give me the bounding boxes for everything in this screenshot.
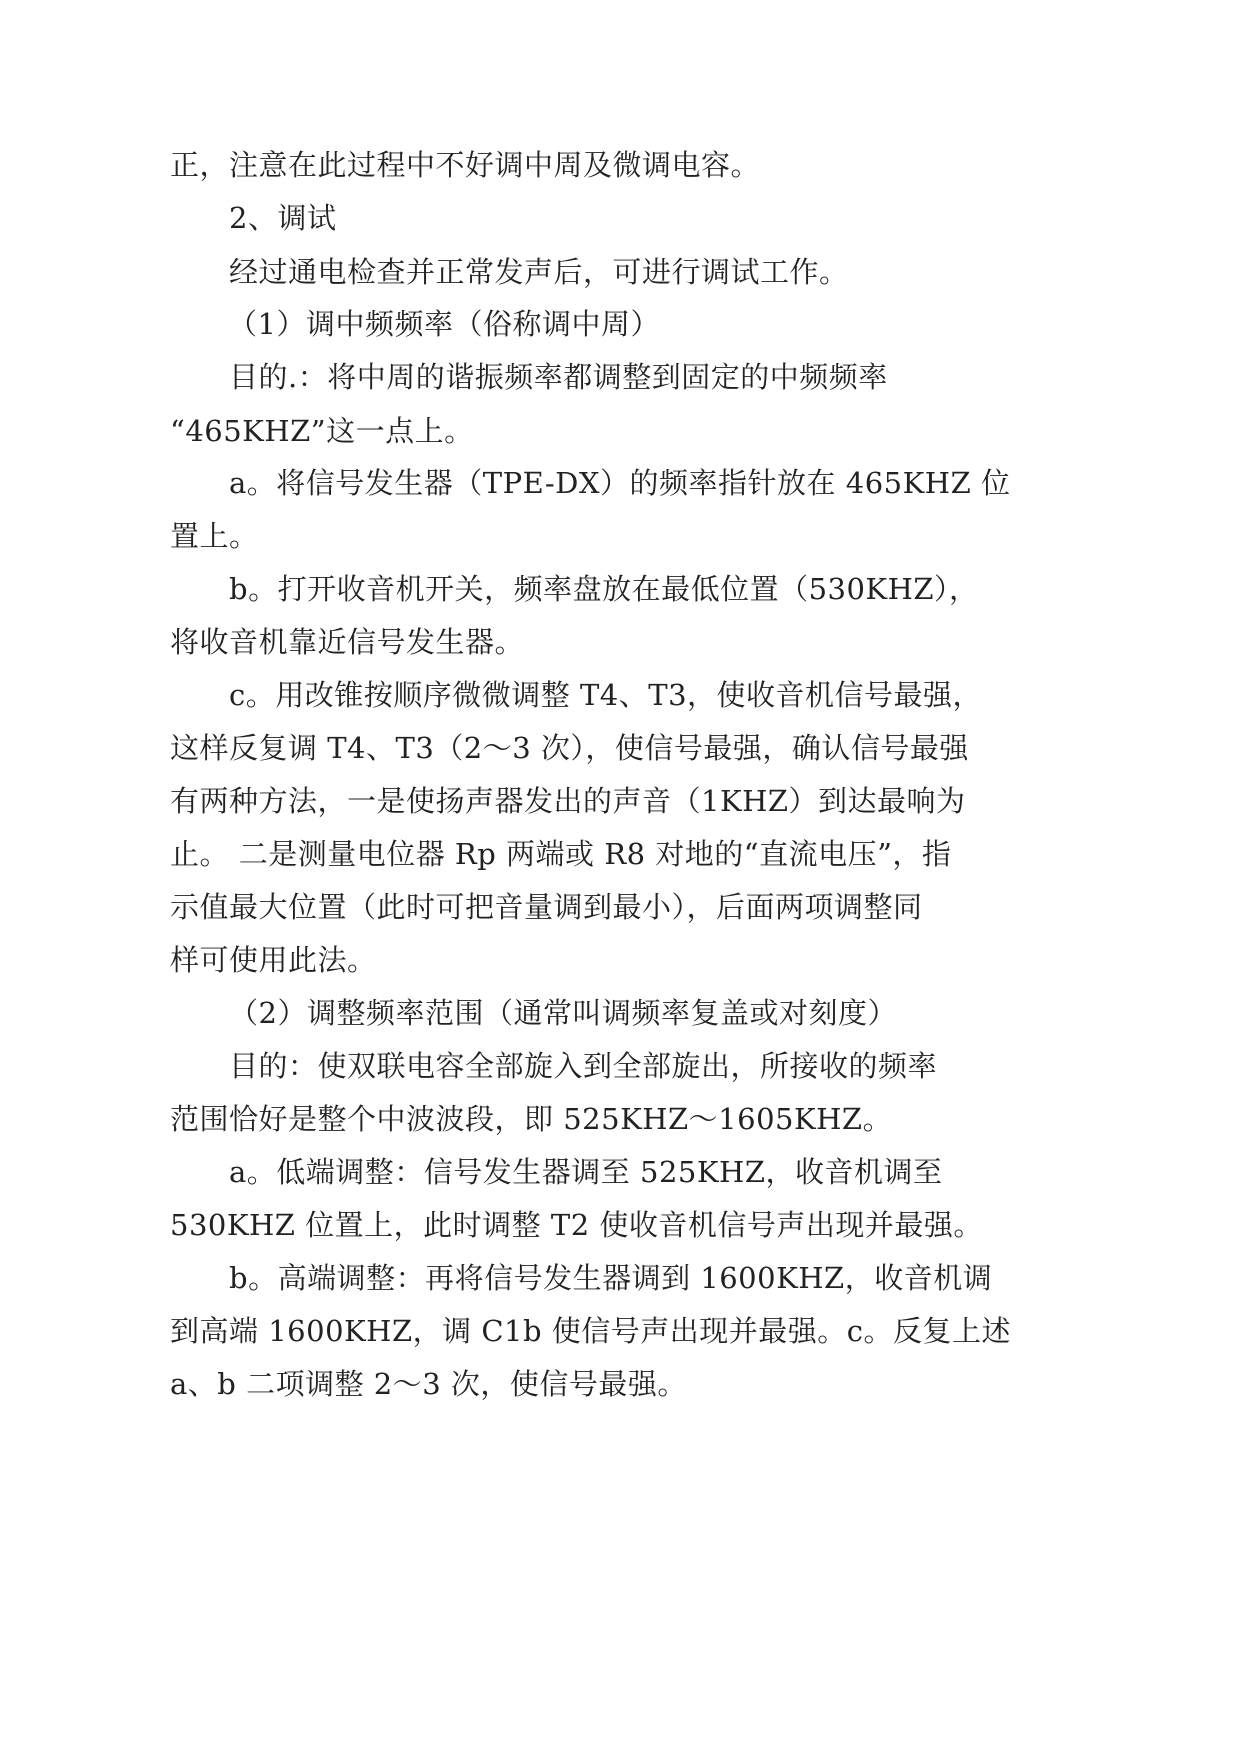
text-line-19: 范围恰好是整个中波波段，即 525KHZ～1605KHZ。 [170, 1102, 893, 1136]
text-line-8: 置上。 [170, 519, 259, 553]
text-line-18: 目的：使双联电容全部旋入到全部旋出，所接收的频率 [229, 1049, 938, 1083]
text-line-20: a。低端调整：信号发生器调至 525KHZ，收音机调至 [229, 1155, 943, 1189]
subsection-heading-2: （2）调整频率范围（通常叫调频率复盖或对刻度） [229, 996, 897, 1030]
text-line-22: b。高端调整：再将信号发生器调到 1600KHZ，收音机调 [229, 1261, 993, 1295]
text-line-14: 止。 二是测量电位器 Rp 两端或 R8 对地的“直流电压”，指 [170, 837, 952, 871]
text-line-1: 正，注意在此过程中不好调中周及微调电容。 [170, 148, 761, 182]
text-line-16: 样可使用此法。 [170, 943, 377, 977]
text-line-6: “465KHZ”这一点上。 [170, 414, 474, 448]
text-line-12: 这样反复调 T4、T3（2～3 次），使信号最强，确认信号最强 [170, 731, 969, 765]
subsection-heading-1: （1）调中频频率（俗称调中周） [228, 307, 660, 341]
text-line-7: a。将信号发生器（TPE-DX）的频率指针放在 465KHZ 位 [229, 466, 1011, 500]
text-line-9: b。打开收音机开关，频率盘放在最低位置（530KHZ）， [229, 572, 979, 606]
text-line-11: c。用改锥按顺序微微调整 T4、T3，使收音机信号最强， [229, 678, 983, 712]
text-line-15: 示值最大位置（此时可把音量调到最小），后面两项调整同 [170, 890, 923, 924]
text-line-21: 530KHZ 位置上，此时调整 T2 使收音机信号声出现并最强。 [170, 1208, 983, 1242]
text-line-5: 目的.：将中周的谐振频率都调整到固定的中频频率 [229, 360, 888, 394]
text-line-13: 有两种方法，一是使扬声器发出的声音（1KHZ）到达最响为 [170, 784, 966, 818]
text-line-10: 将收音机靠近信号发生器。 [170, 625, 525, 659]
text-line-23: 到高端 1600KHZ，调 C1b 使信号声出现并最强。c。反复上述 [170, 1314, 1012, 1348]
section-heading-debug: 2、调试 [229, 201, 337, 235]
text-line-24: a、b 二项调整 2～3 次，使信号最强。 [170, 1367, 687, 1401]
text-line-3: 经过通电检查并正常发声后，可进行调试工作。 [229, 255, 849, 289]
